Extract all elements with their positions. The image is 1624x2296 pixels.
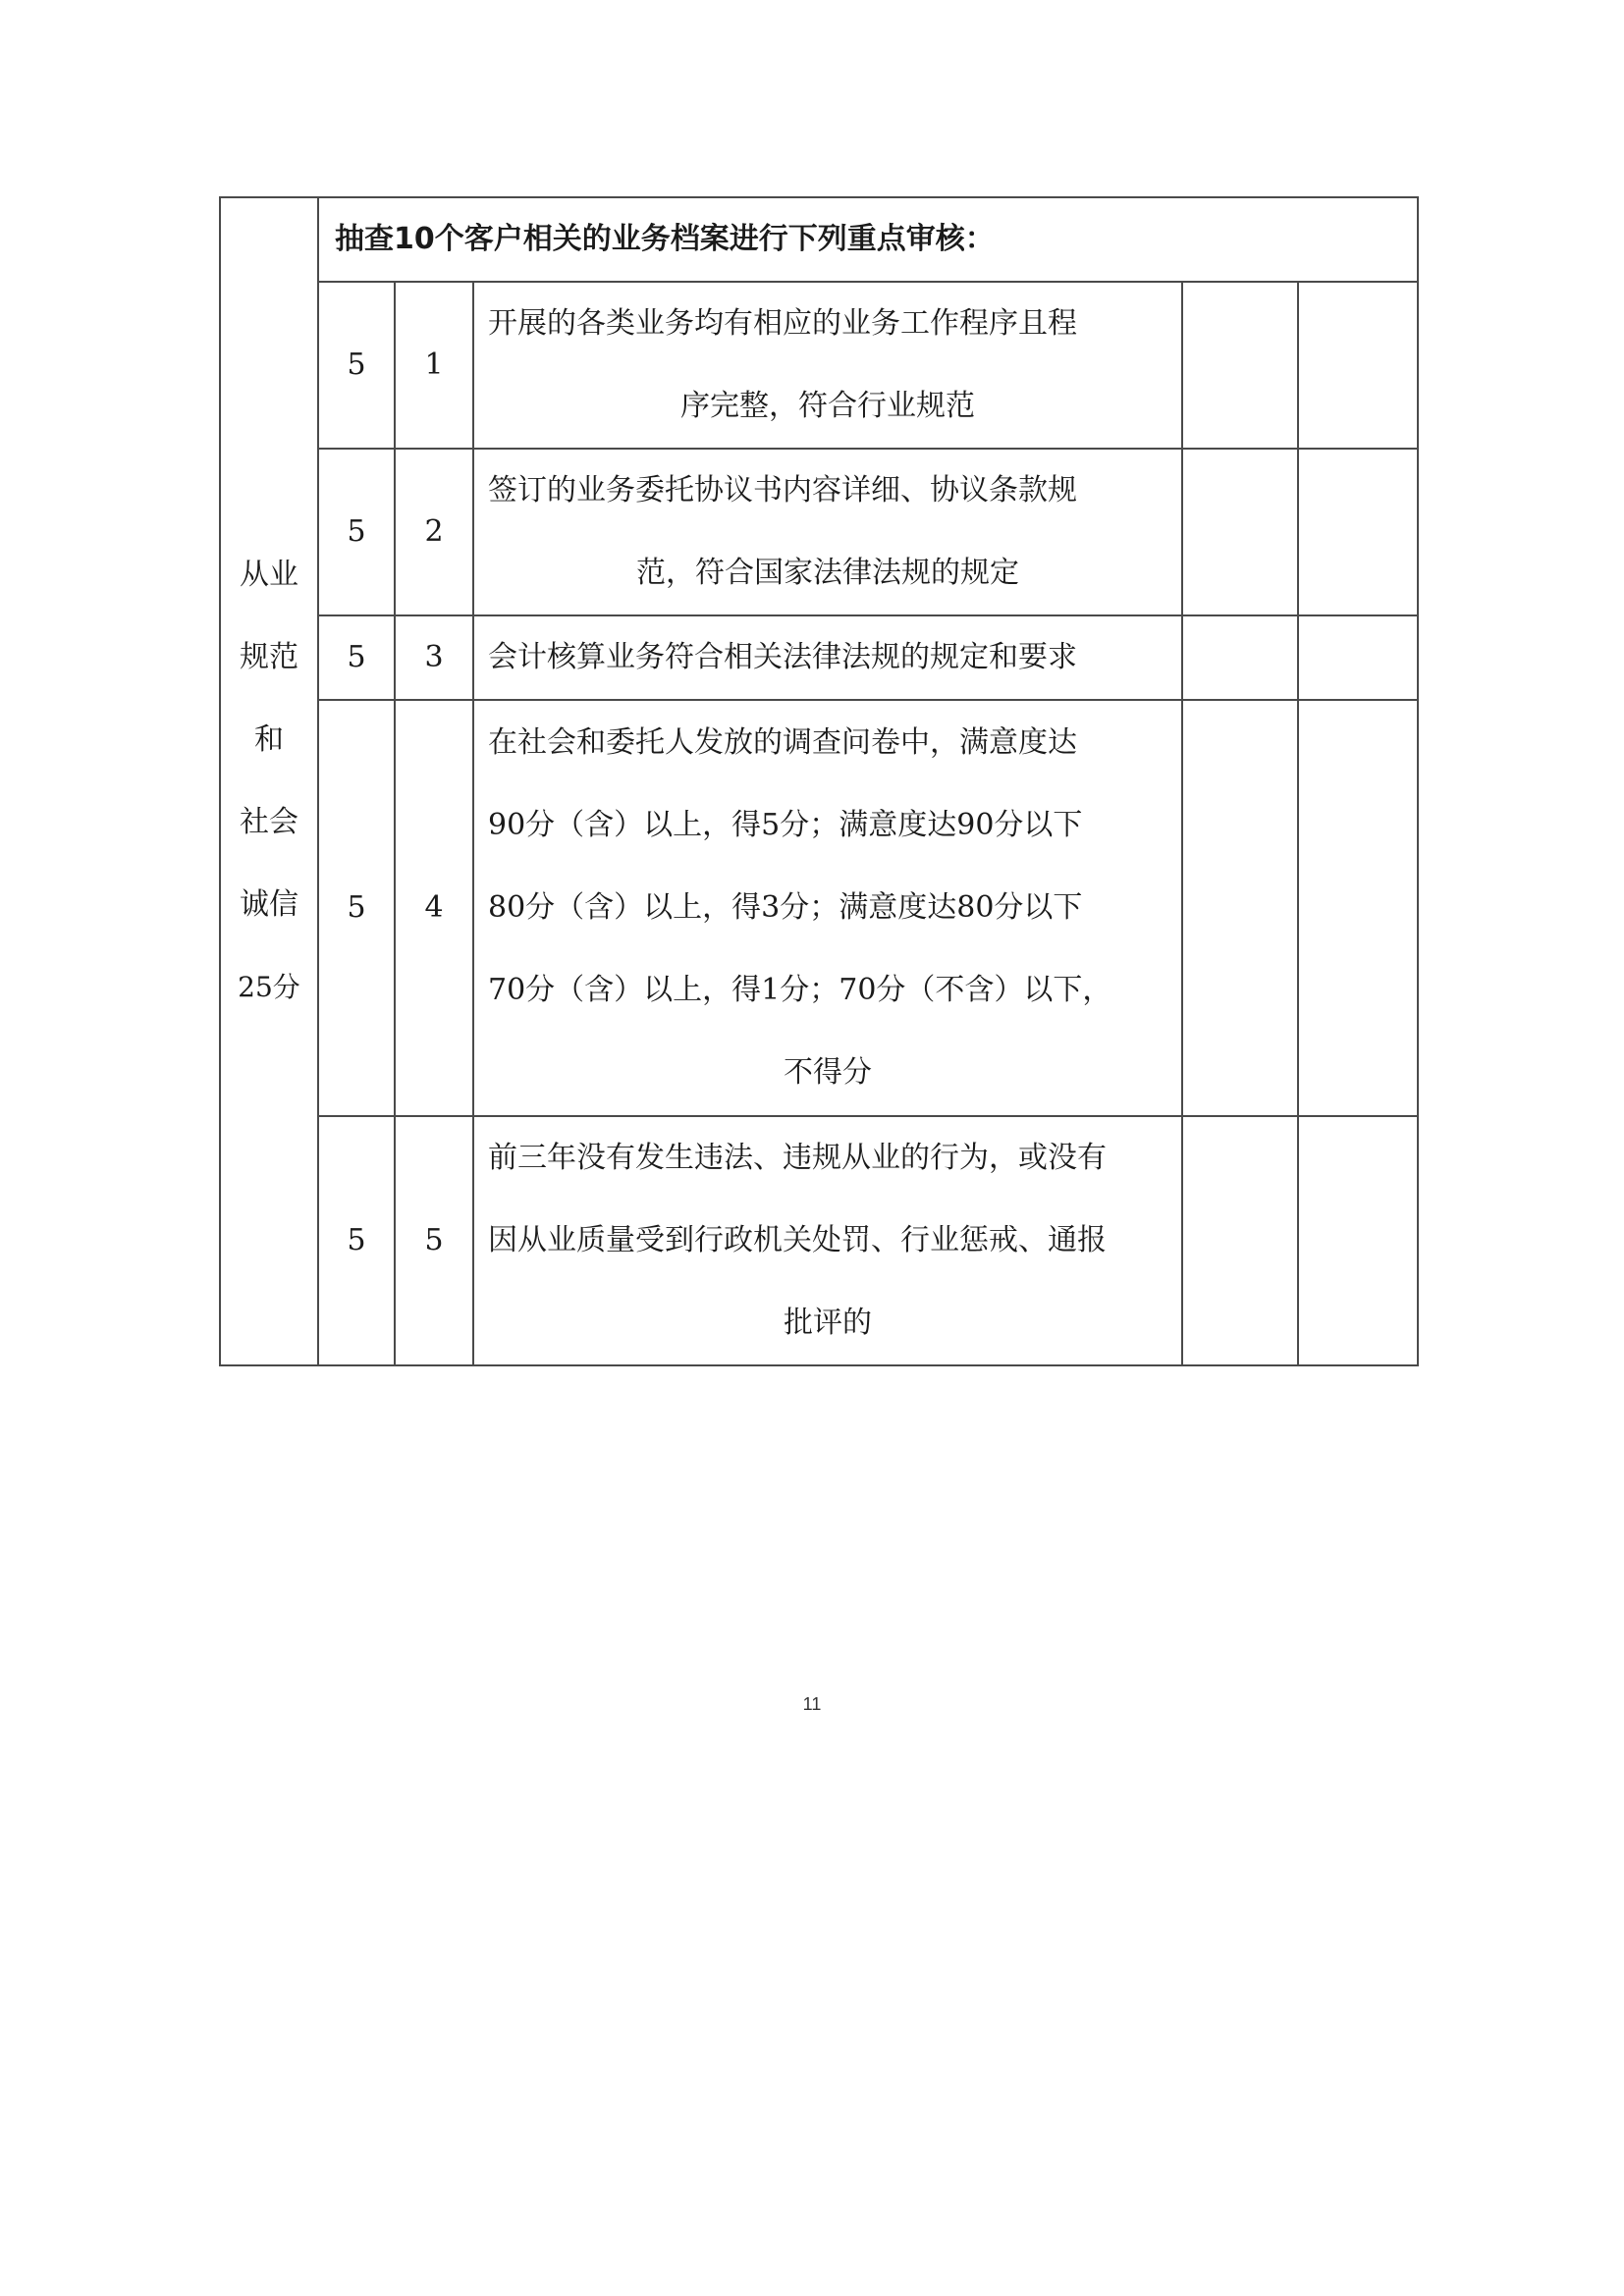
- score-cell: 5: [318, 1116, 395, 1365]
- category-line: 25分: [238, 971, 300, 1003]
- category-line: 诚信: [240, 887, 298, 922]
- table-row: [220, 615, 1418, 700]
- score-cell: 5: [318, 700, 395, 1116]
- content-cell: [473, 449, 1182, 615]
- score-cell: 5: [318, 282, 395, 449]
- page-number: 11: [802, 1694, 822, 1714]
- blank-cell: [1182, 1116, 1298, 1365]
- index-cell: 5: [395, 1116, 473, 1365]
- content-cell: [473, 615, 1182, 700]
- blank-cell: [1298, 1116, 1418, 1365]
- content-line: 不得分: [784, 1055, 872, 1090]
- blank-cell: [1298, 449, 1418, 615]
- blank-cell: [1182, 615, 1298, 700]
- blank-cell: [1298, 282, 1418, 449]
- content-line: 批评的: [784, 1306, 872, 1340]
- blank-cell: [1298, 700, 1418, 1116]
- index-cell: 3: [395, 615, 473, 700]
- assessment-table: [219, 196, 1419, 1366]
- category-line: 从业: [240, 558, 298, 592]
- content-line: 签订的业务委托协议书内容详细、协议条款规: [488, 473, 1077, 507]
- content-line: 90分（含）以上，得5分；满意度达90分以下: [488, 808, 1083, 842]
- content-line: 序完整，符合行业规范: [680, 389, 975, 423]
- blank-cell: [1182, 449, 1298, 615]
- content-line: 会计核算业务符合相关法律法规的规定和要求: [488, 640, 1077, 674]
- table-row: [220, 1116, 1418, 1365]
- score-cell: 5: [318, 615, 395, 700]
- index-cell: 4: [395, 700, 473, 1116]
- content-line: 70分（含）以上，得1分；70分（不含）以下，: [488, 973, 1112, 1007]
- content-cell: [473, 1116, 1182, 1365]
- content-line: 在社会和委托人发放的调查问卷中，满意度达: [488, 725, 1077, 760]
- content-line: 范，符合国家法律法规的规定: [636, 556, 1019, 590]
- blank-cell: [1182, 282, 1298, 449]
- content-line: 前三年没有发生违法、违规从业的行为，或没有: [488, 1141, 1107, 1175]
- category-cell: [220, 197, 318, 1365]
- category-line: 社会: [240, 805, 298, 839]
- content-cell: [473, 700, 1182, 1116]
- table-header-row: [220, 197, 1418, 282]
- content-line: 开展的各类业务均有相应的业务工作程序且程: [488, 306, 1077, 341]
- index-cell: 1: [395, 282, 473, 449]
- category-line: 和: [254, 722, 284, 757]
- category-line: 规范: [240, 640, 298, 674]
- table-row: [220, 700, 1418, 1116]
- index-cell: 2: [395, 449, 473, 615]
- content-line: 80分（含）以上，得3分；满意度达80分以下: [488, 890, 1083, 925]
- score-cell: 5: [318, 449, 395, 615]
- table-row: [220, 449, 1418, 615]
- blank-cell: [1298, 615, 1418, 700]
- section-header: 抽查10个客户相关的业务档案进行下列重点审核：: [318, 197, 1418, 282]
- content-line: 因从业质量受到行政机关处罚、行业惩戒、通报: [488, 1223, 1107, 1257]
- blank-cell: [1182, 700, 1298, 1116]
- table-row: [220, 282, 1418, 449]
- content-cell: [473, 282, 1182, 449]
